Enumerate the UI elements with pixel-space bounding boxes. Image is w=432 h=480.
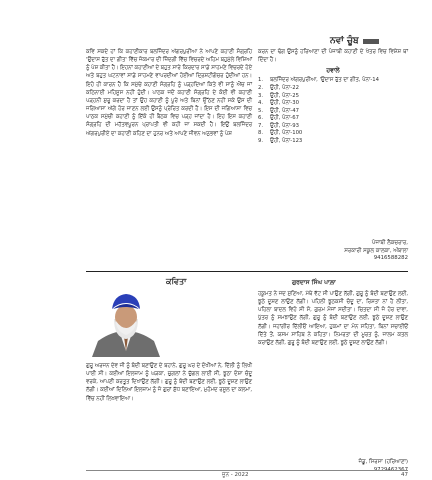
page-footer (222, 472, 408, 479)
poem-text: ਹਕੂਮਤ ਨੇ ਜਦ ਸੁਣਿਆ, ਮੱਥੇ ਵੱਟ ਸੀ ਪਾਉਣ ਲੱਗੀ, ਗੁਰੂ ਨੂੰ ਬੰਦੀ ਬਣਾਉਣ ਲਈ, ਝੂਠੇ ਦੂਸ਼ਣ ਲਾਉਣ ਲੱਗੀ। ਪਹਿਲੀ ਝੂਠਕਸੀ ਚੰਦੂ ਦਾ, ਰਿਸ਼ਤਾ ਨਾਂ ਹੈ ਲੀਤਾ, ਪਹਿਲਾ ਬਾਦਲ ਵਿਹੋ ਸੀ ਸੋ, ਗੁਰਮ ਮੌਜਾਂ ਸਦੀਤਾ। ਚਿਤਦਾ ਸੀ ਜੋ ਹੋਰ ਦਾਵਾ, ਪੁੱਤਰ ਨੂੰ ਸਮਝਾਉਣ ਲੱਗੀ, ਗੁਰੂ ਨੂੰ ਬੰਦੀ ਬਣਾਉਣ ਲਈ, ਝੂਠੇ ਦੂਸ਼ਣ ਲਾਉਣ ਲੱਗੀ। ਜਹਾਂਗੀਰ ਦਿੱਲੀਓਂ ਆਇਆ, ਹੁਕਮਾਂ ਦਾ ਮੰਨ ਸਹਿਤਾ, ਬਿਨਾਂ ਸਚਾਈਓਂ ਦਿੱਤੇ ਤੋਂ, ਯਸਮ ਸਾਹਿਬ ਨੇ ਕਹਿਤਾ। ਨਿਮਰਤਾ ਦੀ ਮੂਰਤ ਨੂੰ, ਜਾਲਮ ਕਤਲ ਕਰਾਉਣ ਲੱਗੀ, ਗੁਰੂ ਨੂੰ ਬੰਦੀ ਬਣਾਉਣ ਲਈ, ਝੂਠੇ ਦੂਸ਼ਣ ਲਾਉਣ ਲੱਗੀ। (258, 291, 408, 346)
reference-number: 8. (258, 130, 264, 137)
reference-text: ਉਹੀ, ਪੰਨਾ-67 (270, 115, 299, 122)
poet-place: ਜੰਡੂ, ਸਿਰਸਾ (ਹਰਿਆਣਾ) (358, 459, 408, 465)
author-designation: ਪੰਜਾਬੀ ਲੈਕਚਰਾਰ, (371, 240, 408, 246)
reference-number: 4. (258, 100, 264, 107)
poet-photo (86, 291, 166, 357)
page-number: 47 (401, 472, 408, 478)
reference-text: ਉਹੀ, ਪੰਨਾ-100 (270, 130, 303, 137)
poem-lead-stanza (86, 362, 252, 403)
reference-text: ਉਹੀ, ਪੰਨਾ-25 (270, 92, 299, 99)
reference-text: ਉਹੀ, ਪੰਨਾ-93 (270, 122, 299, 129)
author-signature (318, 240, 408, 263)
reference-number: 1. (258, 77, 264, 84)
references-list (258, 77, 408, 145)
reference-item (258, 77, 408, 85)
section-divider (86, 271, 408, 272)
reference-text: ਉਹੀ, ਪੰਨਾ-123 (270, 138, 303, 145)
poem-section-title: ਕਵਿਤਾ (166, 277, 187, 286)
reference-number: 3. (258, 92, 264, 99)
article-left-column (86, 48, 252, 138)
reference-item (258, 130, 408, 138)
reference-text: ਉਹੀ, ਪੰਨਾ-47 (270, 107, 299, 114)
reference-number: 2. (258, 84, 264, 91)
poem-main (258, 290, 408, 347)
article-right-column (258, 48, 408, 146)
reference-text: ਬਲਜਿੰਦਰ ਅੱਗਰਪੁਰੀਆ, 'ਉਦਾਸ ਰੁੱਤ ਦਾ ਗੀਤ, ਪੰਨਾ-14 (270, 77, 379, 84)
reference-item (258, 93, 408, 101)
references-heading: ਹਵਾਲੇ (326, 67, 340, 75)
author-school: ਸਰਕਾਰੀ ਸਕੂਲ ਕਾਲਕਾ, ਅੰਬਾਲਾ (344, 247, 408, 254)
poem-lead-text: ਗੁਰੂ ਅਰਜਨ ਦੇਵ ਜੀ ਨੂੰ ਬੰਦੀ ਬਣਾਉਣ ਦੇ ਬਹਾਨੇ, ਗੁਰੂ ਘਰ ਦੇ ਦੋਖੀਆਂ ਨੇ, ਦਿੱਲੀ ਨੂੰ ਲਿਖੀ ਪਾਈ ਸੀ। ਕਈਆਂ ਇਲਜ਼ਾਮ ਨੂੰ ਘੜਕਾ, ਚੁਗਲਾਂ ਨੇ ਚੁੱਗਲ ਲਾਈ ਸੀ, ਝੂਠਾ ਦੋਸ਼ਾ ਚੰਦੂ ਵਰਕੇ, ਆਪਣੀ ਕਰਤੂਤ ਦਿਖਾਉਣ ਲੱਗੀ। ਗੁਰੂ ਨੂੰ ਬੰਦੀ ਬਣਾਉਣ ਲਈ, ਝੂਠੇ ਦੂਸ਼ਣ ਲਾਉਣ ਲੱਗੀ। ਕਈਆਂ ਦਿਲਿਆਂ ਇਲਜ਼ਾਮ ਨੂੰ ਜੋ ਗੁਰਾਂ ਸ਼ੁੱਧ ਬਣਾਇਆ, ਮੁਹੰਮਦ ਰਸੂਲ ਦਾ ਕਲਮਾ, ਵਿੱਚ ਨਹੀਂ ਲਿਖਵਾਇਆ। (86, 363, 252, 402)
reference-item (258, 115, 408, 123)
author-phone: 9416588282 (373, 255, 408, 262)
reference-number: 6. (258, 115, 264, 122)
poet-portrait-illustration (86, 291, 166, 357)
reference-number: 7. (258, 122, 264, 129)
header-bar (363, 39, 379, 44)
article-closing-paragraph: ਕਰਨ ਦਾ ਢੰਗ ਉਸਨੂੰ ਹਰਿਆਣਾ ਦੀ ਪੰਜਾਬੀ ਕਹਾਣੀ ਦੇ ਖੇਤਰ ਵਿਚ ਵਿਸ਼ੇਸ਼ ਥਾਂ ਦਿੰਦਾ ਹੈ। (258, 49, 408, 64)
footer-rule (86, 470, 408, 471)
reference-number: 9. (258, 138, 264, 145)
reference-number: 5. (258, 107, 264, 114)
issue-date: ਜੂਨ - 2022 (222, 472, 249, 478)
reference-item (258, 138, 408, 146)
reference-item (258, 85, 408, 93)
magazine-title: ਨਵਾਂ ਚੂੰਬ (330, 36, 359, 46)
reference-item (258, 100, 408, 108)
poet-name: ਗੁਰਦਾਸ ਸਿੰਘ ਪਾਲ਼ਾ (292, 279, 336, 286)
reference-text: ਉਹੀ, ਪੰਨਾ-30 (270, 100, 299, 107)
reference-text: ਉਹੀ, ਪੰਨਾ-22 (270, 84, 299, 91)
article-paragraph: ਕਵਿ ਸਕਦੇ ਹਾਂ ਕਿ ਕਹਾਣੀਕਾਰ ਬਲਜਿੰਦਰ ਅੱਗਰਪੁਰੀਆ ਨੇ ਆਪਣੇ ਕਹਾਣੀ ਸੰਗ੍ਰਹਿ 'ਉਦਾਸ ਰੁੱਤ ਦਾ ਗੀਤ' ਵਿੱਚ ਜੋਕਮਾਰ ਦੀ ਜ਼ਿੰਦਗੀ ਵਿੱਚ ਵਿਚਰਦੇ ਅਹਿਮ ਬਹੁਮੁੱਲੇ ਵਿਸ਼ਿਆਂ ਨੂੰ ਪੇਸ਼ ਕੀਤਾ ਹੈ। ਇਹਨਾਂ ਕਹਾਣੀਆਂ ਦੇ ਬਹੁਤ ਸਾਰੇ ਕਿਰਦਾਰ ਸਾਡੇ ਸਾਹਮਣੇ ਵਿਚਰਦੇ ਹੋਏ ਅਤੇ ਬਹੁਤ ਘਟਨਾਵਾਂ ਸਾਡੇ ਸਾਹਮਣੇ ਵਾਪਰਦੀਆਂ ਹੋਈਆਂ ਦ੍ਰਿਸ਼ਟੀਗੋਚਰ ਹੁੰਦੀਆਂ ਹਨ। ਇਹੋ ਹੀ ਕਾਰਨ ਹੈ ਕਿ ਸਮੁੱਚੇ ਕਹਾਣੀ ਸੰਗ੍ਰਹਿ ਨੂੰ ਪੜ੍ਹਦਿਆਂ ਕਿਤੇ ਵੀ ਸਾਨੂੰ ਐਂਚ ਜਾਂ ਕਠਿਨਾਈ ਮਹਿਸੂਸ ਨਹੀਂ ਹੁੰਦੀ। ਪਾਠਕ ਜਦੋਂ ਕਹਾਣੀ ਸੰਗ੍ਰਹਿ ਦੇ ਕੋਈ ਵੀ ਕਹਾਣੀ ਪੜ੍ਹਨੀ ਸ਼ੁਰੂ ਕਰਦਾ ਹੈ ਤਾਂ ਉਹ ਕਹਾਣੀ ਨੂੰ ਪੂਰੇ ਅਤੇ ਬਿਨਾਂ ਉੱਠਣ ਨਹੀਂ ਸਕੇ ਉਸ ਦੀ ਜਗਿਆਸਾ ਅੱਗੇ ਹੋਰ ਜਾਣਨ ਲਈ ਉਸਨੂੰ ਪ੍ਰੇਰਿਤ ਕਰਦੀ ਹੈ। ਇਸ ਦੀ ਜਗਿਆਸਾ ਵਿਚ ਪਾਠਕ ਸਮੁੱਚੀ ਕਹਾਣੀ ਨੂੰ ਇੱਕੋ ਹੀ ਬੈਠਕ ਵਿਚ ਪੜ੍ਹ ਜਾਂਦਾ ਹੈ। ਇਹ ਇਸ ਕਹਾਣੀ ਸੰਗ੍ਰਹਿ ਦੀ ਮਹੱਤਵਪੂਰਨ ਪ੍ਰਾਪਤੀ ਵੀ ਕਹੀ ਜਾ ਸਕਦੀ ਹੈ। ਇਉਂ ਬਲਜਿੰਦਰ ਅੱਗਰਪੁਰੀਏ ਦਾ ਕਹਾਣੀ ਕਹਿਣ ਦਾ ਹੁਨਰ ਅਤੇ ਆਪਣੇ ਜੀਵਨ ਅਨੁਭਵਾਂ ਨੂੰ ਪੇਸ਼ (86, 49, 252, 137)
magazine-header (330, 34, 404, 48)
